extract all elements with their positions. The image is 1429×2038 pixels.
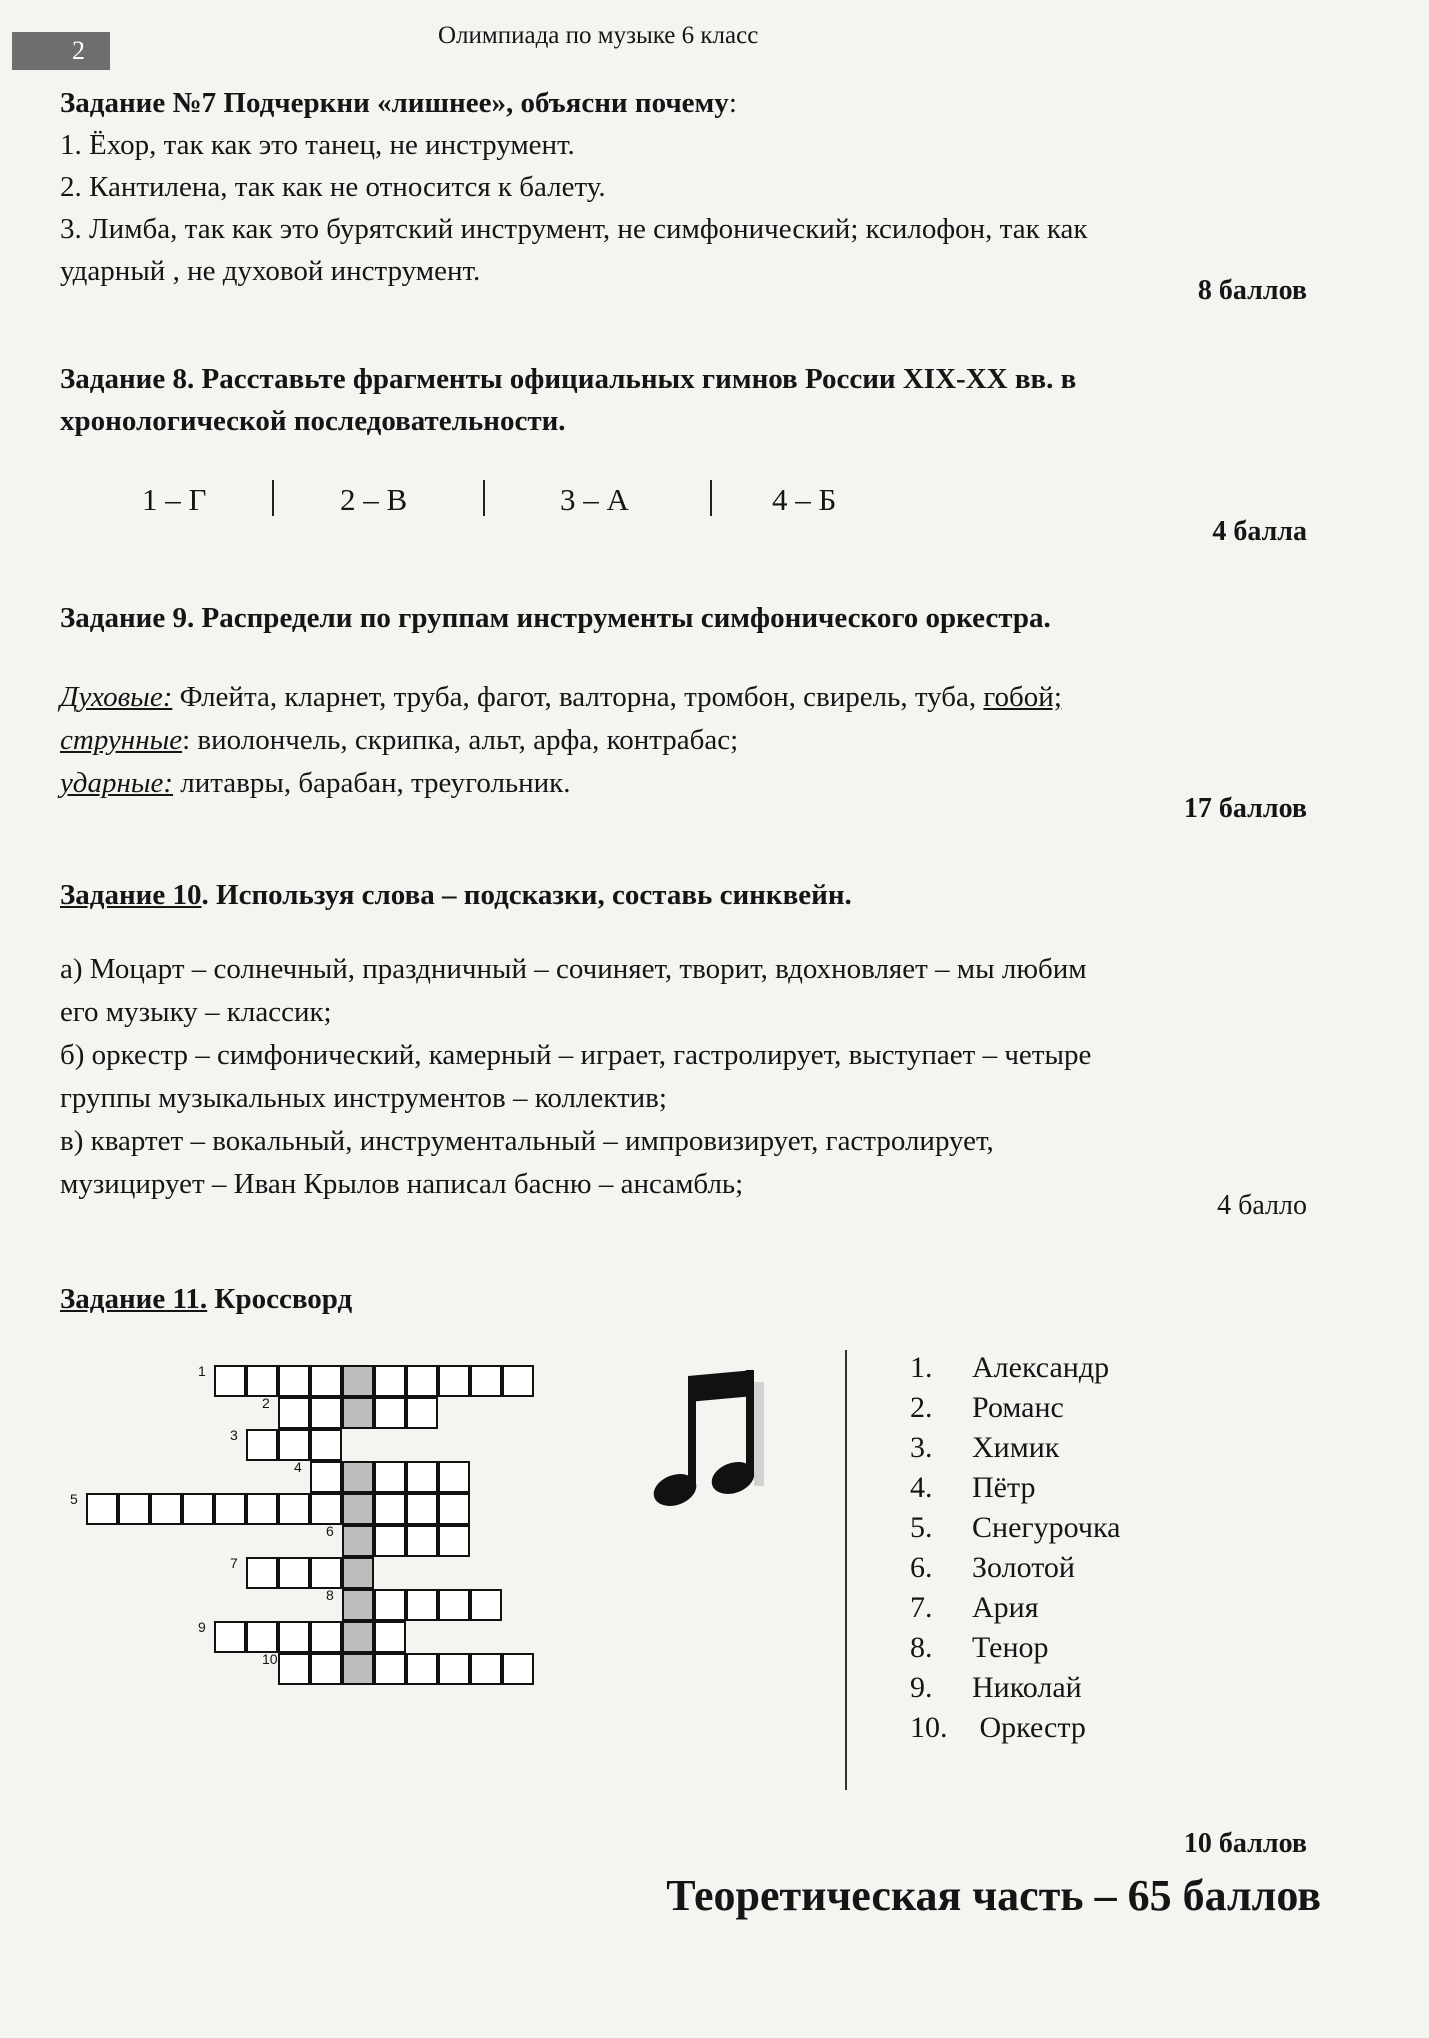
crossword-cell [406,1397,438,1429]
crossword-cell [246,1557,278,1589]
crossword-cell [246,1365,278,1397]
crossword-cell [246,1429,278,1461]
crossword-cell [342,1365,374,1397]
crossword-cell [310,1429,342,1461]
crossword-cell [438,1653,470,1685]
group-items: Флейта, кларнет, труба, фагот, валторна, тромбон, свирель, туба, [172,681,984,713]
page-number: 2 [12,32,110,70]
crossword-cell [374,1589,406,1621]
crossword-cell [470,1653,502,1685]
crossword-cell [150,1493,182,1525]
crossword-answer-word: Ария [972,1591,1039,1624]
crossword-cell [374,1653,406,1685]
task8-answer: 2 – В [340,482,408,517]
crossword-answer-number: 7. [910,1591,933,1624]
group-label-strings: струнные [60,724,183,756]
task7 [60,82,1309,292]
divider [710,480,712,516]
crossword-answer [910,1628,1120,1668]
task10-line: а) Моцарт – солнечный, праздничный – сочиняет, творит, вдохновляет – мы любим [60,953,1087,985]
crossword-answer-number: 3. [910,1431,933,1464]
task8-answer: 4 – Б [772,482,837,517]
crossword-cell [86,1493,118,1525]
crossword-cell [374,1493,406,1525]
task11-title [60,1278,1309,1320]
crossword-cell [374,1365,406,1397]
crossword-cell [342,1461,374,1493]
crossword-answer-number: 6. [910,1551,933,1584]
task7-colon: : [728,87,737,119]
crossword-answer-number: 4. [910,1471,933,1504]
group-label-winds: Духовые: [60,681,173,713]
crossword-answer-word: Пётр [972,1471,1036,1504]
crossword-answer-number: 8. [910,1631,933,1664]
crossword-cell [374,1461,406,1493]
total-score: Теоретическая часть – 65 баллов [666,1871,1321,1920]
task11-title-prefix: Задание 11. [60,1283,208,1315]
crossword-number: 8 [326,1587,334,1603]
crossword-number: 10 [262,1651,278,1667]
crossword-answer [910,1588,1120,1628]
crossword-cell [214,1493,246,1525]
crossword-cell [214,1621,246,1653]
divider [483,480,485,516]
task8-answers [60,472,960,522]
crossword-cell [470,1589,502,1621]
task7-score: 8 баллов [1197,275,1307,306]
crossword-cell [310,1557,342,1589]
crossword-answer-word: Тенор [972,1631,1049,1664]
crossword-cell [310,1493,342,1525]
crossword-answer [910,1468,1120,1508]
crossword-answer-number: 9. [910,1671,933,1704]
crossword-cell [310,1397,342,1429]
divider [845,1350,847,1790]
crossword-cell [342,1397,374,1429]
crossword-answer-word: Александр [972,1351,1110,1384]
crossword-answer-number: 1. [910,1351,933,1384]
crossword-cell [278,1429,310,1461]
crossword-cell [406,1461,438,1493]
crossword-answer [910,1348,1120,1388]
task11-title-rest: Кроссворд [207,1283,353,1315]
divider [272,480,274,516]
crossword-cell [342,1557,374,1589]
task8-score: 4 балла [1212,516,1307,547]
group-label-percussion: ударные: [60,767,174,799]
crossword-cell [438,1525,470,1557]
crossword-cell [406,1653,438,1685]
crossword-cell [342,1589,374,1621]
task10-score: 4 балло [1217,1190,1307,1221]
crossword-answer [910,1708,1120,1748]
crossword-cell [310,1653,342,1685]
task10-title [60,874,1309,916]
task7-line: ударный , не духовой инструмент. [60,255,481,287]
crossword-cell [342,1621,374,1653]
crossword-cell [278,1621,310,1653]
crossword-cell [342,1653,374,1685]
crossword-cell [438,1493,470,1525]
crossword-answer-word: Николай [972,1671,1082,1704]
task7-line: 2. Кантилена, так как не относится к балету. [60,171,606,203]
task8-title-line: хронологической последовательности. [60,405,566,437]
crossword-answer-word: Оркестр [972,1711,1086,1744]
task8-answer: 1 – Г [142,482,207,517]
crossword-answer-word: Романс [972,1391,1064,1424]
task10-title-rest: . Используя слова – подсказки, составь синквейн. [201,879,852,911]
crossword-cell [310,1365,342,1397]
task10-line: б) оркестр – симфонический, камерный – играет, гастролирует, выступает – четыре [60,1039,1092,1071]
crossword-answer [910,1388,1120,1428]
crossword-cell [310,1461,342,1493]
crossword-cell [214,1365,246,1397]
page-header: Олимпиада по музыке 6 класс [438,22,759,49]
crossword-cell [182,1493,214,1525]
crossword-cell [374,1397,406,1429]
task10-line: его музыку – классик; [60,996,332,1028]
crossword-number: 9 [198,1619,206,1635]
group-items: литавры, барабан, треугольник. [173,767,571,799]
crossword-cell [278,1365,310,1397]
group-items: : виолончель, скрипка, альт, арфа, контрабас; [182,724,739,756]
task11-score: 10 баллов [1183,1828,1307,1859]
crossword-cell [502,1365,534,1397]
crossword-cell [438,1365,470,1397]
crossword-cell [278,1397,310,1429]
crossword-grid [70,1363,646,1715]
crossword-cell [406,1525,438,1557]
crossword-cell [470,1365,502,1397]
crossword-cell [438,1589,470,1621]
crossword-cell [406,1493,438,1525]
crossword-answer [910,1508,1120,1548]
crossword-answer-word: Золотой [972,1551,1075,1584]
group-last-item: гобой; [983,681,1062,713]
crossword-cell [406,1365,438,1397]
task9-groups [60,676,1309,805]
crossword-number: 7 [230,1555,238,1571]
crossword-cell [246,1493,278,1525]
crossword-cell [310,1621,342,1653]
task10-body [60,948,1309,1206]
crossword-number: 6 [326,1523,334,1539]
task7-title: Задание №7 Подчеркни «лишнее», объясни почему [60,87,729,119]
task7-line: 3. Лимба, так как это бурятский инструмент, не симфонический; ксилофон, так как [60,213,1088,245]
task8-title-line: Задание 8. Расставьте фрагменты официальных гимнов России XIX-XX вв. в [60,363,1077,395]
crossword-number: 4 [294,1459,302,1475]
crossword-answer-number: 5. [910,1511,933,1544]
crossword-answers [910,1348,1120,1748]
task8-answer: 3 – А [560,482,629,517]
crossword-cell [278,1493,310,1525]
task9-title: Задание 9. Распредели по группам инструменты симфонического оркестра. [60,602,1051,634]
crossword-cell [374,1621,406,1653]
task7-line: 1. Ёхор, так как это танец, не инструмент. [60,129,575,161]
crossword-answer-word: Химик [972,1431,1060,1464]
crossword-cell [374,1525,406,1557]
task9-score: 17 баллов [1183,793,1307,824]
crossword-number: 5 [70,1491,78,1507]
crossword-answer [910,1428,1120,1468]
task10-line: в) квартет – вокальный, инструментальный – импровизирует, гастролирует, [60,1125,994,1157]
task10-line: музицирует – Иван Крылов написал басню – ансамбль; [60,1168,744,1200]
crossword-cell [406,1589,438,1621]
crossword-answer-number: 10. [910,1711,948,1744]
crossword-number: 2 [262,1395,270,1411]
task10-line: группы музыкальных инструментов – коллектив; [60,1082,667,1114]
crossword-cell [438,1461,470,1493]
crossword-answer [910,1668,1120,1708]
task10-title-prefix: Задание 10 [60,879,202,911]
crossword-cell [118,1493,150,1525]
crossword-cell [278,1557,310,1589]
crossword-cell [246,1621,278,1653]
crossword-cell [342,1525,374,1557]
crossword-answer [910,1548,1120,1588]
music-note-icon [650,1368,770,1518]
crossword-answer-word: Снегурочка [972,1511,1121,1544]
crossword-number: 1 [198,1363,206,1379]
task8-title [60,358,1309,442]
crossword-number: 3 [230,1427,238,1443]
crossword-cell [278,1653,310,1685]
crossword-answer-number: 2. [910,1391,933,1424]
crossword-cell [342,1493,374,1525]
crossword-cell [502,1653,534,1685]
